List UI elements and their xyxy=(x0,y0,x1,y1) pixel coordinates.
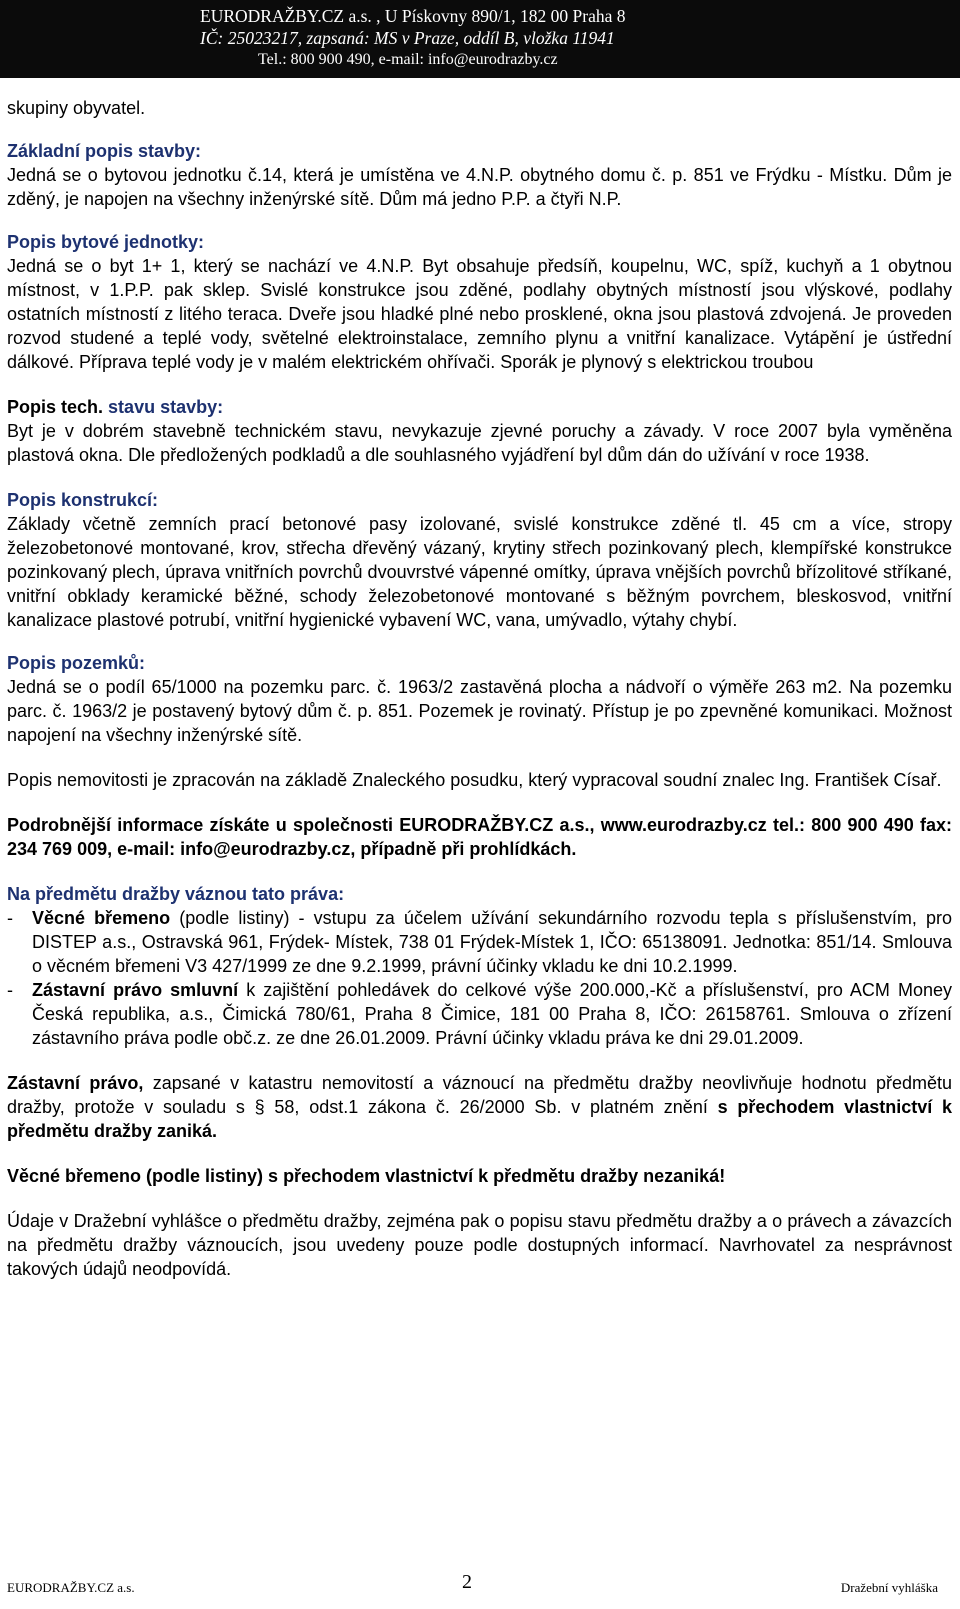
contact-info: Podrobnější informace získáte u společnosti EURODRAŽBY.CZ a.s., www.eurodrazby.cz tel.: 800 900 490 fax: 234 769 009, e-mail: info@eurodrazby.cz, případně při prohlídkách. xyxy=(7,815,952,859)
list-item xyxy=(7,906,952,978)
intro-fragment: skupiny obyvatel. xyxy=(7,98,146,118)
rights-list xyxy=(7,906,952,1050)
technical-heading-part2: stavu stavby: xyxy=(108,397,224,417)
header-company-address: EURODRAŽBY.CZ a.s. , U Pískovny 890/1, 182 00 Praha 8 xyxy=(200,6,626,26)
construction-heading: Popis konstrukcí: xyxy=(7,490,159,510)
right-description: k zajištění pohledávek do celkové výše 200.000,-Kč a příslušenství, pro ACM Money Česká republika, a.s., Čimická 780/61, Praha 8 Čimice, 181 00 Praha 8, IČO: 26158761. Smlouva o zřízení zástavního práva podle obč.z. ze dne 26.01.2009. Právní účinky vkladu práva ke dni 29.01.2009. xyxy=(32,980,952,1048)
lien-bold-end: s přechodem vlastnictví k předmětu dražby zaniká. xyxy=(7,1097,953,1141)
technical-state-text: Byt je v dobrém stavebně technickém stavu, nevykazuje zjevné poruchy a závady. V roce 2007 byla vyměněna plastová okna. Dle předložených podkladů a dle souhlasného vyjádření byl dům dán do užívání v roce 1938. xyxy=(7,421,952,465)
right-description: (podle listiny) - vstupu za účelem užívání sekundárního rozvodu tepla s příslušenstvím, pro DISTEP a.s., Ostravská 961, Frýdek- Místek, 738 01 Frýdek-Místek 1, IČO: 65138091. Jednotka: 851/14. Smlouva o věcném břemeni V3 427/1999 ze dne 9.2.1999, právní účinky vkladu ke dni 10.2.1999. xyxy=(32,908,952,976)
header-email: e-mail: info@eurodrazby.cz xyxy=(378,51,558,68)
disclaimer: Údaje v Dražební vyhlášce o předmětu dražby, zejména pak o popisu stavu předmětu dražby a o právech a závazcích na předmětu dražby váznoucích, jsou uvedeny pouze podle dostupných informací. Navrhovatel za nesprávnost takových údajů neodpovídá. xyxy=(7,1211,952,1279)
rights-heading: Na předmětu dražby váznou tato práva: xyxy=(7,884,345,904)
construction-text: Základy včetně zemních prací betonové pasy izolované, svislé konstrukce zděné tl. 45 cm a více, stropy železobetonové montované, krov, střecha dřevěný vázaný, krytiny střech pozinkovaný plech, klempířské konstrukce pozinkovaný plech, úprava vnitřních povrchů dvouvrstvé vápenné omítky, úprava vnějších povrchů břízolitové stříkané, vnitřní obklady keramické běžné, schody železobetonové montované s běžným povrchem, bleskosvod, vnitřní kanalizace plastové potrubí, vnitřní hygienické vybavení WC, vana, umývadlo, výtahy chybí. xyxy=(7,514,952,630)
list-item xyxy=(7,978,952,1050)
list-dash: - xyxy=(7,908,13,928)
footer-company: EURODRAŽBY.CZ a.s. xyxy=(7,1580,135,1595)
header-phone: Tel.: 800 900 490, xyxy=(258,51,375,68)
right-type: Zástavní právo smluvní xyxy=(32,980,239,1000)
technical-state-heading xyxy=(7,395,952,419)
document-body xyxy=(7,96,952,1281)
header-registration: IČ: 25023217, zapsaná: MS v Praze, oddíl B, vložka 11941 xyxy=(200,28,615,48)
land-heading: Popis pozemků: xyxy=(7,653,146,673)
unit-description-heading: Popis bytové jednotky: xyxy=(7,232,205,252)
page-header xyxy=(0,0,960,78)
page-footer xyxy=(0,1566,960,1602)
lien-bold-start: Zástavní právo, xyxy=(7,1073,144,1093)
unit-text-part2: Svislé konstrukce jsou zděné, podlahy obytných místností jsou vlýskové, podlahy ostatních místností z litého teraca. Dveře jsou hladké plné nebo prosklené, okna jsou plastová zdvojená. Je proveden rozvod studené a teplé vody, světelné elektroinstalace, zemního plynu a vnitřní kanalizace. Vytápění je ústřední dálkové. Příprava teplé vody je v malém elektrickém ohřívači. Sporák je plynový s elektrickou troubou xyxy=(7,280,952,372)
page-number: 2 xyxy=(462,1571,472,1593)
list-dash: - xyxy=(7,980,13,1000)
lien-paragraph xyxy=(7,1071,952,1143)
basic-description-heading: Základní popis stavby: xyxy=(7,141,202,161)
lien-text: zapsané v katastru nemovitostí a váznoucí na předmětu dražby neovlivňuje hodnotu předmětu dražby, protože v souladu s § 58, odst.1 zákona č. 26/2000 Sb. v platném znění xyxy=(7,1073,953,1117)
unit-description-text xyxy=(7,254,952,374)
technical-heading-part1: Popis tech. xyxy=(7,397,104,417)
expert-report-note: Popis nemovitosti je zpracován na základě Znaleckého posudku, který vypracoval soudní znalec Ing. František Císař. xyxy=(7,770,942,790)
right-type: Věcné břemeno xyxy=(32,908,171,928)
footer-document-title: Dražební vyhláška xyxy=(840,1580,938,1595)
easement-note: Věcné břemeno (podle listiny) s přechodem vlastnictví k předmětu dražby nezaniká! xyxy=(7,1166,726,1186)
unit-text-part1: Jedná se o byt 1+ 1, který se nachází ve 4.N.P. Byt obsahuje předsíň, koupelnu, WC, spíž, kuchyň a 1 obytnou místnost, v 1.P.P. pak sklep. xyxy=(7,256,952,300)
land-text: Jedná se o podíl 65/1000 na pozemku parc. č. 1963/2 zastavěná plocha a nádvoří o výměře 263 m2. Na pozemku parc. č. 1963/2 je postavený bytový dům č. p. 851. Pozemek je rovinatý. Přístup je po zpevněné komunikaci. Možnost napojení na všechny inženýrské sítě. xyxy=(7,677,952,745)
basic-description-text: Jedná se o bytovou jednotku č.14, která je umístěna ve 4.N.P. obytného domu č. p. 851 ve Frýdku - Místku. Dům je zděný, je napojen na všechny inženýrské sítě. Dům má jedno P.P. a čtyři N.P. xyxy=(7,165,952,209)
